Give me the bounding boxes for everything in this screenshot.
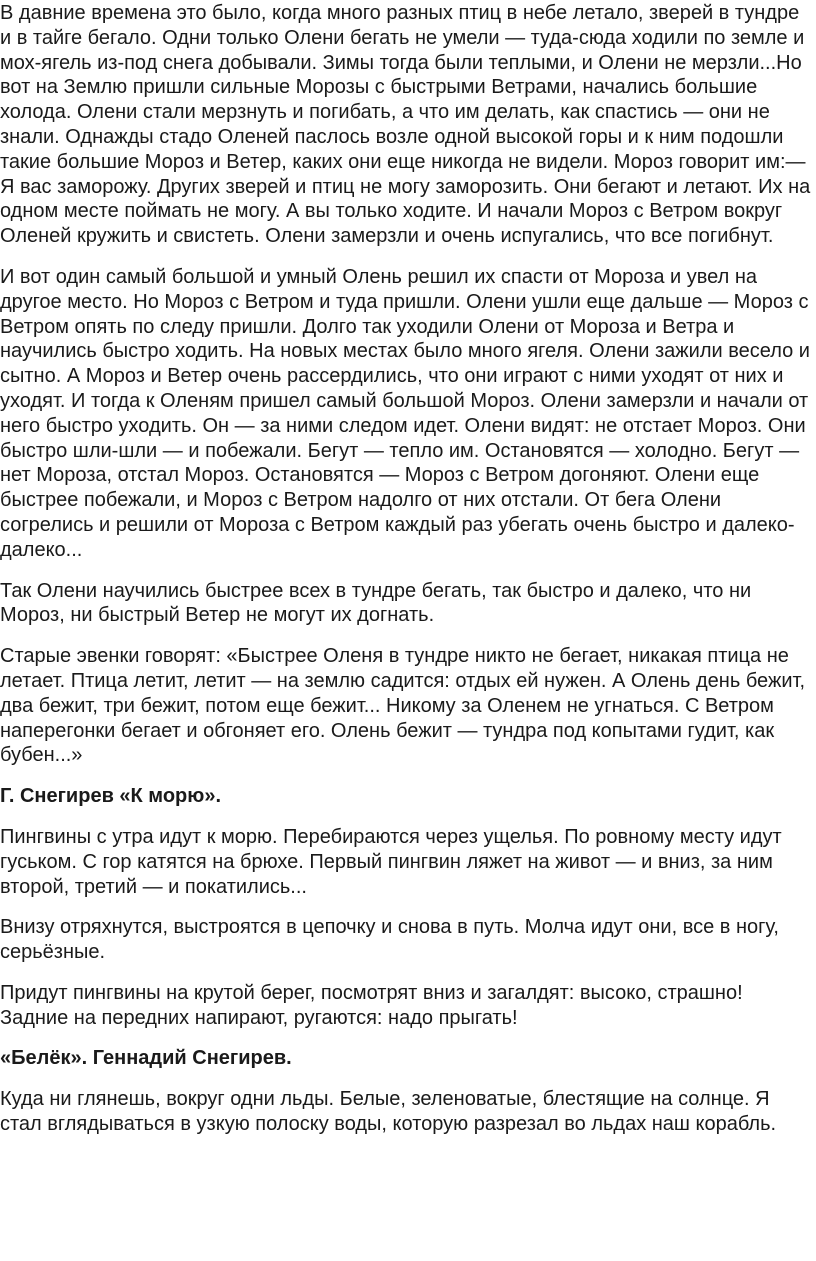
paragraph-deer-story-3: Так Олени научились быстрее всех в тундре бегать, так быстро и далеко, что ни Мороз, ни быстрый Ветер не могут их догнать. <box>0 579 752 627</box>
heading-to-the-sea: Г. Снегирев «К морю». <box>0 785 222 808</box>
paragraph-penguins-3: Придут пингвины на крутой берег, посмотрят вниз и загалдят: высоко, страшно! Задние на передних напирают, ругаются: надо прыгать! <box>0 981 743 1029</box>
paragraph-belek-1: Куда ни глянешь, вокруг одни льды. Белые, зеленоватые, блестящие на солнце. Я стал вглядываться в узкую полоску воды, которую разрезал во льдах наш корабль. <box>0 1088 777 1136</box>
paragraph-deer-story-4: Старые эвенки говорят: «Быстрее Оленя в тундре никто не бегает, никакая птица не летает. Птица летит, летит — на землю садится: отдых ей нужен. А Олень день бежит, два бежит, три бежит, потом еще бежит... Никому за Оленем не угнаться. С Ветром наперегонки бегает и обгоняет его. Олень бежит — тундра под копытами гудит, как бубен...» <box>0 645 806 767</box>
paragraph-penguins-2: Внизу отряхнутся, выстроятся в цепочку и снова в путь. Молча идут они, все в ногу, серьёзные. <box>0 916 779 964</box>
paragraph-deer-story-1: В давние времена это было, когда много разных птиц в небе летало, зверей в тундре и в тайге бегало. Одни только Олени бегать не умели — туда-сюда ходили по земле и мох-ягель из-под снега добывали. Зимы тогда были теплыми, и Олени не мерзли...Но вот на Землю пришли сильные Морозы с быстрыми Ветрами, начались большие холода. Олени стали мерзнуть и погибать, а что им делать, как спастись — они не знали. Однажды стадо Оленей паслось возле одной высокой горы и к ним подошли такие большие Мороз и Ветер, каких они еще никогда не видели. Мороз говорит им:— Я вас заморожу. Других зверей и птиц не могу заморозить. Они бегают и летают. Их на одном месте поймать не могу. А вы только ходите. И начали Мороз с Ветром вокруг Оленей кружить и свистеть. Олени замерзли и очень испугались, что все погибнут. <box>0 2 811 248</box>
heading-belek: «Белёк». Геннадий Снегирев. <box>0 1047 292 1070</box>
paragraph-deer-story-2: И вот один самый большой и умный Олень решил их спасти от Мороза и увел на другое место. Но Мороз с Ветром и туда пришли. Олени ушли еще дальше — Мороз с Ветром опять по следу пришли. Долго так уходили Олени от Мороза и Ветра и научились быстро ходить. На новых местах было много ягеля. Олени зажили весело и сытно. А Мороз и Ветер очень рассердились, что они играют с ними уходят от них и уходят. И тогда к Оленям пришел самый большой Мороз. Олени замерзли и начали от него быстро уходить. Он — за ними следом идет. Олени видят: не отстает Мороз. Они быстро шли-шли — и побежали. Бегут — тепло им. Остановятся — холодно. Бегут — нет Мороза, отстал Мороз. Остановятся — Мороз с Ветром догоняют. Олени еще быстрее побежали, и Мороз с Ветром надолго от них отстали. От бега Олени согрелись и решили от Мороза с Ветром каждый раз убегать очень быстро и далеко-далеко... <box>0 265 810 561</box>
paragraph-penguins-1: Пингвины с утра идут к морю. Перебираются через ущелья. По ровному месту идут гуськом. С гор катятся на брюхе. Первый пингвин ляжет на живот — и вниз, за ним второй, третий — и покатились... <box>0 825 782 898</box>
